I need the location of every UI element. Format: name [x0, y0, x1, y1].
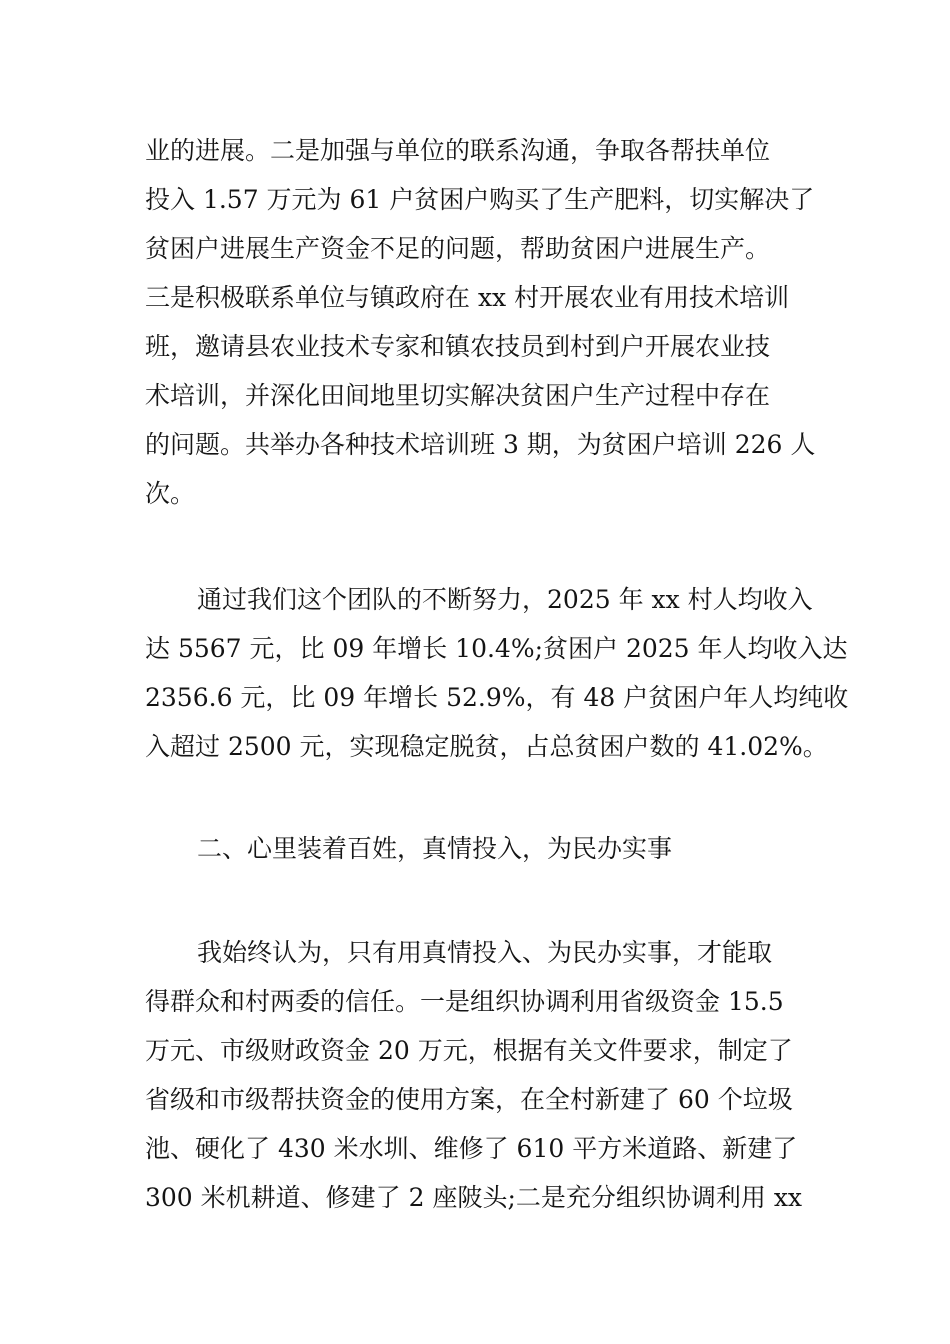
paragraph-2-line-4: 入超过 2500 元，实现稳定脱贫，占总贫困户数的 41.02%。 [145, 732, 828, 761]
paragraph-3-line-2: 得群众和村两委的信任。一是组织协调利用省级资金 15.5 [145, 987, 784, 1016]
paragraph-2-line-3: 2356.6 元，比 09 年增长 52.9%，有 48 户贫困户年人均纯收 [145, 683, 849, 712]
paragraph-1-line-1: 业的进展。二是加强与单位的联系沟通，争取各帮扶单位 [145, 136, 771, 165]
paragraph-1-line-8: 次。 [145, 479, 196, 508]
paragraph-3-line-3: 万元、市级财政资金 20 万元，根据有关文件要求，制定了 [145, 1036, 793, 1065]
paragraph-1-line-6: 术培训，并深化田间地里切实解决贫困户生产过程中存在 [145, 381, 771, 410]
paragraph-1-line-4: 三是积极联系单位与镇政府在 xx 村开展农业有用技术培训 [145, 283, 790, 312]
paragraph-1-line-3: 贫困户进展生产资金不足的问题，帮助贫困户进展生产。 [145, 234, 771, 263]
paragraph-1-line-5: 班，邀请县农业技术专家和镇农技员到村到户开展农业技 [145, 332, 771, 361]
paragraph-2-line-1: 通过我们这个团队的不断努力，2025 年 xx 村人均收入 [197, 585, 813, 614]
paragraph-2-line-2: 达 5567 元，比 09 年增长 10.4%;贫困户 2025 年人均收入达 [145, 634, 848, 663]
section-heading: 二、心里装着百姓，真情投入，为民办实事 [197, 834, 673, 863]
paragraph-1-line-2: 投入 1.57 万元为 61 户贫困户购买了生产肥料，切实解决了 [145, 185, 815, 214]
paragraph-3-line-4: 省级和市级帮扶资金的使用方案，在全村新建了 60 个垃圾 [145, 1085, 793, 1114]
paragraph-3-line-1: 我始终认为，只有用真情投入、为民办实事，才能取 [197, 938, 773, 967]
paragraph-3-line-5: 池、硬化了 430 米水圳、维修了 610 平方米道路、新建了 [145, 1134, 798, 1163]
paragraph-1-line-7: 的问题。共举办各种技术培训班 3 期，为贫困户培训 226 人 [145, 430, 816, 459]
paragraph-3-line-6: 300 米机耕道、修建了 2 座陂头;二是充分组织协调利用 xx [145, 1183, 803, 1212]
